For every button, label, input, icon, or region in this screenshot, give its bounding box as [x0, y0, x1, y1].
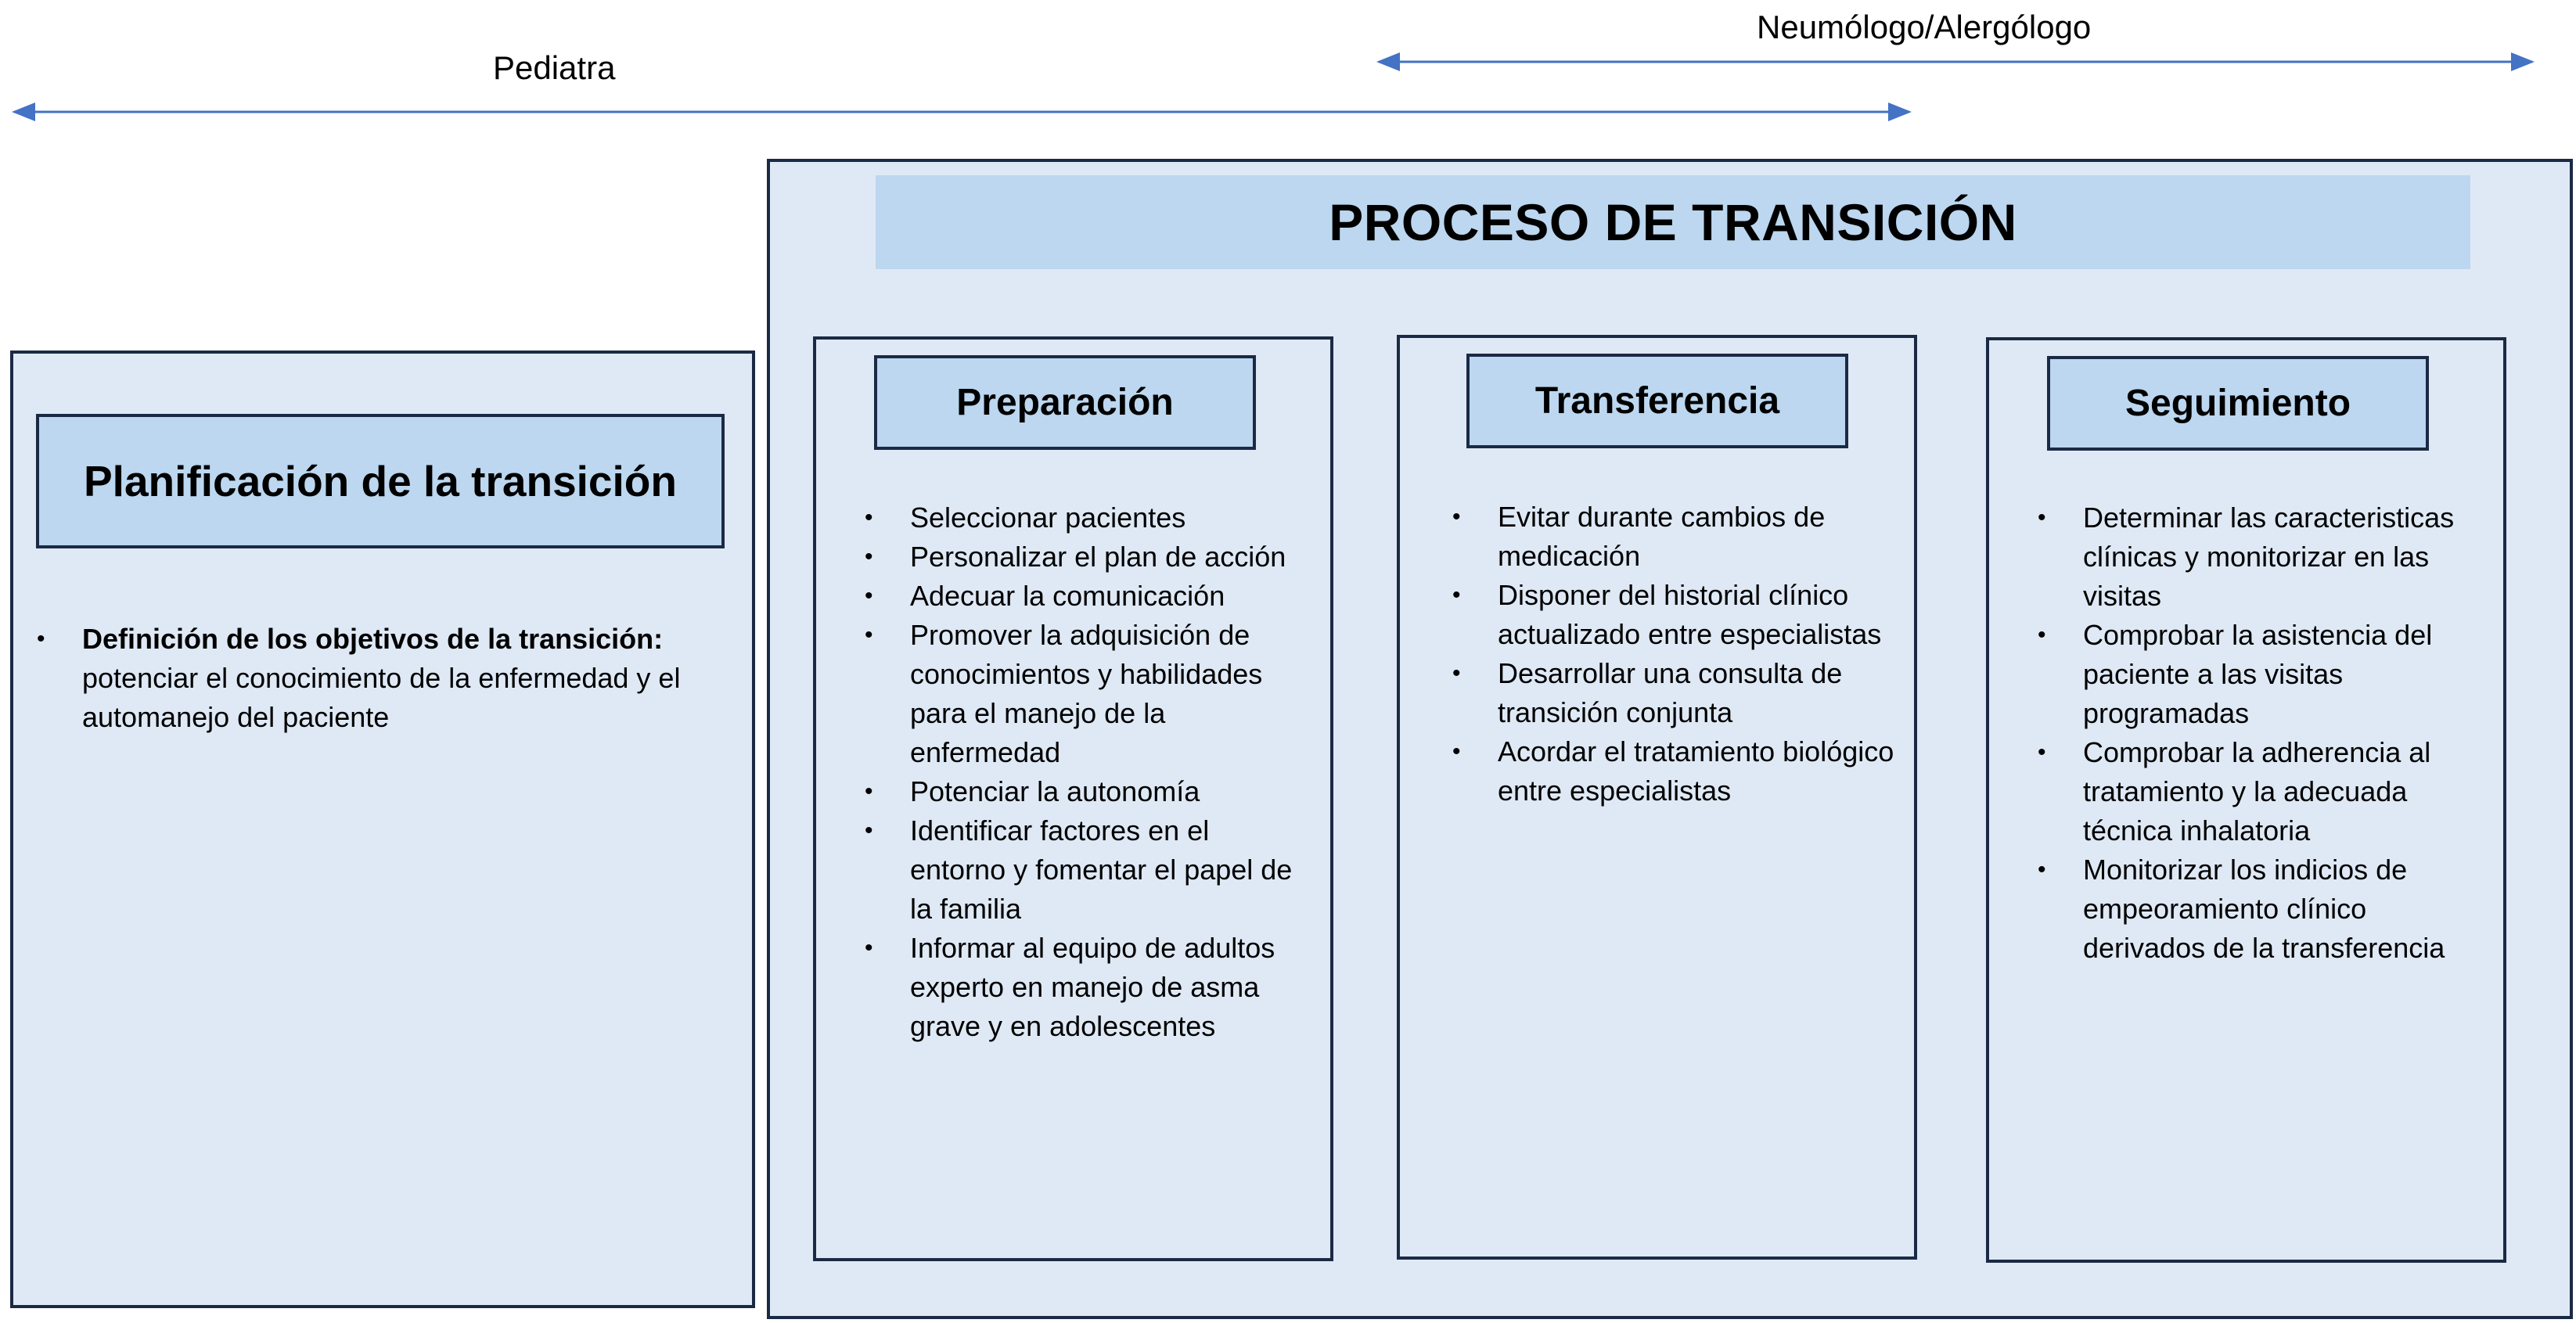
- transferencia-list: [1451, 498, 1905, 811]
- list-item: • Personalizar el plan de acción: [863, 537, 1309, 577]
- seguimiento-title: Seguimiento: [2047, 356, 2429, 451]
- list-item: • Monitorizar los indicios de empeoramiento clínico derivados de la transferencia: [2036, 850, 2474, 968]
- transferencia-column: [1397, 335, 1917, 1260]
- list-item: • Adecuar la comunicación: [863, 577, 1309, 616]
- list-item: • Desarrollar una consulta de transición conjunta: [1451, 654, 1905, 732]
- planning-panel: [10, 351, 755, 1308]
- preparacion-column: [813, 336, 1333, 1261]
- role-arrows: [0, 0, 2576, 125]
- planning-objective-label: Definición de los objetivos de la transición:: [82, 623, 664, 655]
- preparacion-list: [863, 498, 1309, 1046]
- list-item: • Disponer del historial clínico actualizado entre especialistas: [1451, 576, 1905, 654]
- list-item: • Promover la adquisición de conocimientos y habilidades para el manejo de la enfermedad: [863, 616, 1309, 772]
- list-item: • Comprobar la adherencia al tratamiento y la adecuada técnica inhalatoria: [2036, 733, 2474, 850]
- seguimiento-list: [2036, 498, 2474, 968]
- planning-title: Planificación de la transición: [36, 414, 725, 548]
- list-item: • Comprobar la asistencia del paciente a las visitas programadas: [2036, 616, 2474, 733]
- neumologo-label: Neumólogo/Alergólogo: [1757, 9, 2092, 45]
- seguimiento-column: [1986, 337, 2506, 1263]
- list-item: • Identificar factores en el entorno y fomentar el papel de la familia: [863, 811, 1309, 929]
- list-item: • Potenciar la autonomía: [863, 772, 1309, 811]
- preparacion-title: Preparación: [874, 355, 1256, 450]
- pediatra-label: Pediatra: [493, 49, 616, 86]
- list-item: • Informar al equipo de adultos experto en manejo de asma grave y en adolescentes: [863, 929, 1309, 1046]
- planning-objective: [35, 620, 739, 737]
- planning-list: [35, 620, 739, 737]
- list-item: • Seleccionar pacientes: [863, 498, 1309, 537]
- list-item: • Evitar durante cambios de medicación: [1451, 498, 1905, 576]
- process-panel: [767, 159, 2573, 1319]
- transferencia-title: Transferencia: [1466, 354, 1848, 448]
- list-item: • Acordar el tratamiento biológico entre especialistas: [1451, 732, 1905, 811]
- planning-objective-text: potenciar el conocimiento de la enfermedad y el automanejo del paciente: [82, 662, 681, 733]
- list-item: • Determinar las caracteristicas clínicas y monitorizar en las visitas: [2036, 498, 2474, 616]
- process-title: PROCESO DE TRANSICIÓN: [876, 175, 2470, 269]
